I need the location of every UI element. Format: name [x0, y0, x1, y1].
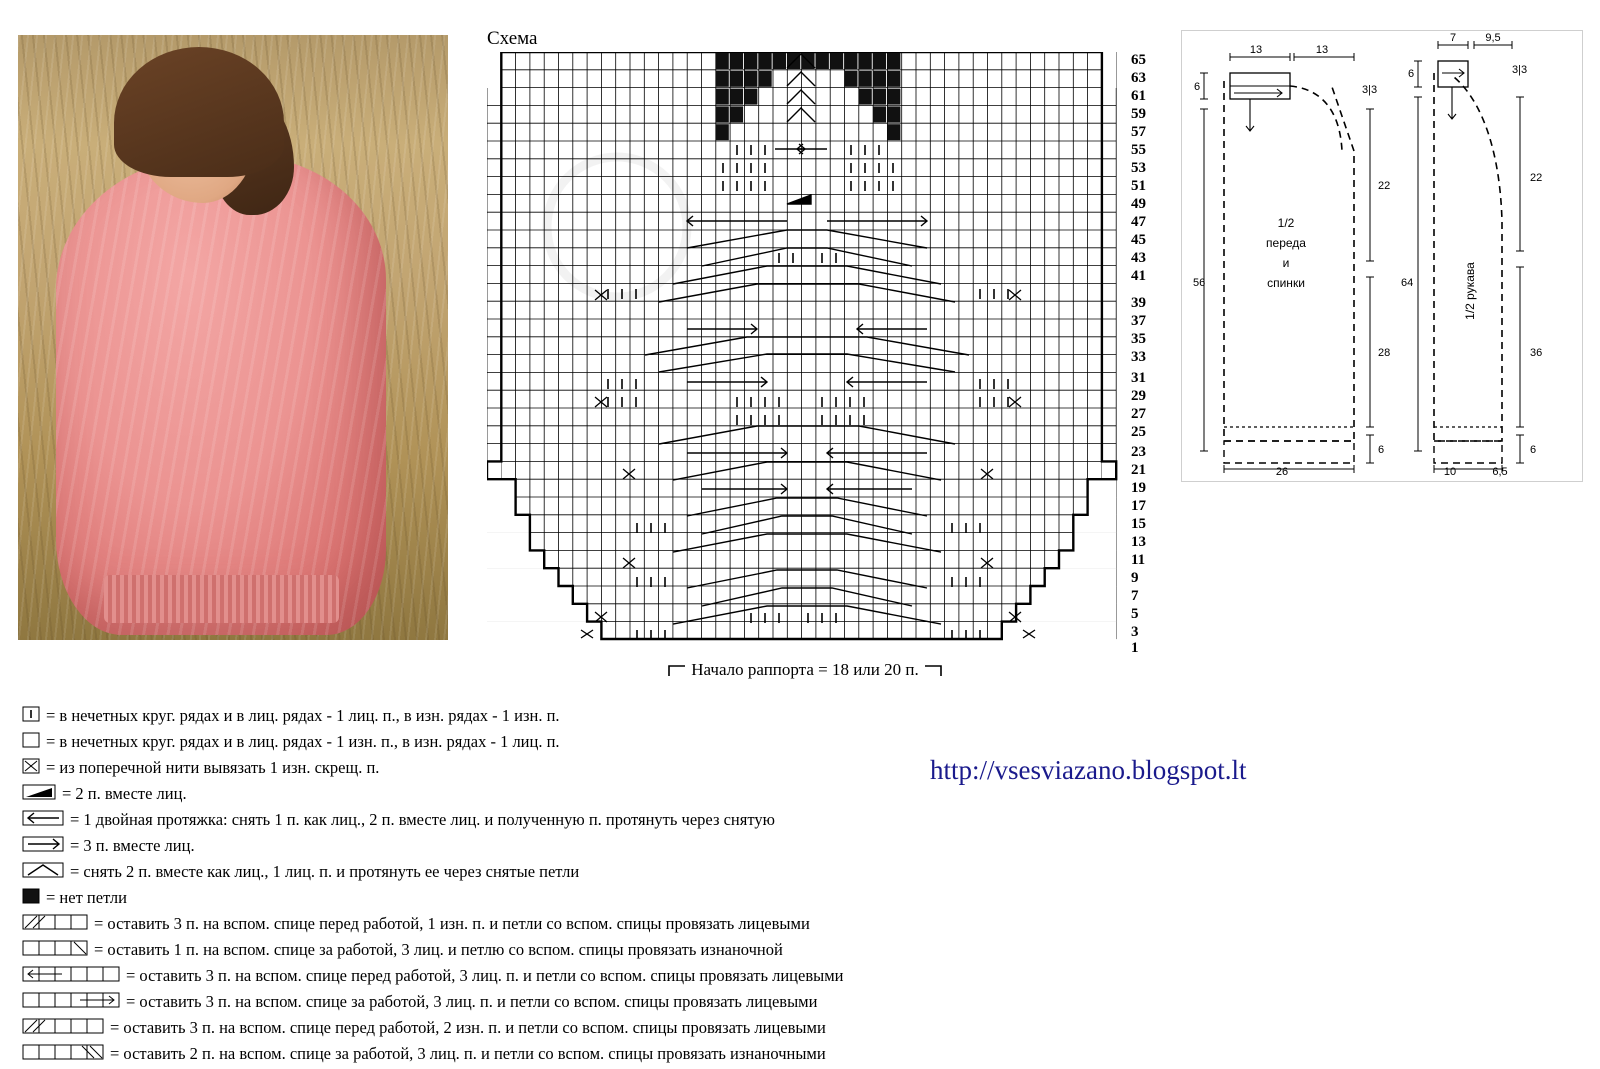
legend-text: = 1 двойная протяжка: снять 1 п. как лиц., 2 п. вместе лиц. и полученную п. протянуть через снятую [70, 810, 775, 829]
legend-text: = оставить 3 п. на вспом. спице перед работой, 1 изн. п. и петли со вспом. спицы провязать лицевыми [94, 914, 810, 933]
row-number: 51 [1131, 178, 1146, 194]
dim-sleeve-64: 64 [1401, 277, 1414, 289]
legend-text: = оставить 3 п. на вспом. спице перед работой, 2 изн. п. и петли со вспом. спицы провязать лицевыми [110, 1018, 826, 1037]
no-stitch-icon [22, 887, 40, 910]
row-number: 65 [1131, 52, 1146, 68]
dim-sleeve-6b: 6 [1530, 444, 1537, 456]
row-number: 57 [1131, 124, 1146, 140]
sweater-hem-ribbing [104, 575, 339, 623]
legend-item [22, 939, 1022, 961]
legend-text: = 3 п. вместе лиц. [70, 836, 195, 855]
k2tog-icon [22, 783, 56, 806]
double-decrease-left-icon [22, 809, 64, 832]
cable-symbols [645, 54, 969, 624]
dim-sleeve-6: 6 [1408, 68, 1415, 80]
row-number: 5 [1131, 606, 1139, 622]
k3tog-icon [22, 835, 64, 858]
legend-item [22, 991, 1022, 1013]
dim-22a: 22 [1378, 180, 1391, 192]
rapport-text: Начало раппорта = 18 или 20 п. [691, 660, 919, 679]
row-number: 45 [1131, 232, 1146, 248]
blog-url[interactable]: http://vsesviazano.blogspot.lt [930, 755, 1247, 785]
legend [22, 705, 1022, 1069]
row-number: 59 [1131, 106, 1146, 122]
legend-item [22, 809, 1022, 831]
cable-3back-k3-icon [22, 991, 120, 1014]
legend-item [22, 835, 1022, 857]
row-number: 33 [1131, 349, 1146, 365]
legend-item [22, 731, 1022, 753]
purl-bar-symbols [608, 145, 1008, 638]
row-number: 15 [1131, 516, 1146, 532]
sleeve-label: 1/2 рукава [1463, 262, 1477, 320]
legend-item [22, 861, 1022, 883]
row-number: 27 [1131, 406, 1146, 422]
dim-6b: 6 [1378, 444, 1385, 456]
schematic-svg [1182, 31, 1580, 479]
cable-2back-k3-icon [22, 1043, 104, 1066]
legend-text: = нет петли [46, 888, 127, 907]
sweater-body [56, 155, 386, 635]
fb-label-2: переда [1266, 236, 1306, 250]
legend-text: = в нечетных круг. рядах и в лиц. рядах - 1 изн. п., в изн. рядах - 1 лиц. п. [46, 732, 560, 751]
dim-top-13b: 13 [1315, 44, 1329, 56]
legend-text: = из поперечной нити вывязать 1 изн. скрещ. п. [46, 758, 380, 777]
dim-left-6: 6 [1194, 81, 1201, 93]
legend-item [22, 1043, 1022, 1065]
dim-sleeve-36: 36 [1530, 347, 1543, 359]
row-number: 11 [1131, 552, 1146, 568]
fb-label-4: спинки [1267, 276, 1305, 290]
legend-item [22, 887, 1022, 909]
row-number: 43 [1131, 250, 1146, 266]
row-number: 7 [1131, 588, 1139, 604]
legend-text: = оставить 1 п. на вспом. спице за работой, 3 лиц. и петлю со вспом. спицы провязать изнаночной [94, 940, 783, 959]
cable-3front-p2-icon [22, 1017, 104, 1040]
legend-text: = снять 2 п. вместе как лиц., 1 лиц. п. и протянуть ее через снятые петли [70, 862, 580, 881]
dim-sleeve-7: 7 [1449, 32, 1457, 44]
rapport-caption [630, 660, 980, 680]
chart-grid [487, 52, 1137, 652]
row-number: 55 [1131, 142, 1146, 158]
purl-bar-icon [22, 705, 40, 728]
row-number: 17 [1131, 498, 1146, 514]
row-number: 1 [1131, 640, 1139, 656]
dim-3-3-a: 3|3 [1362, 84, 1378, 96]
cable-3front-k3-icon [22, 965, 120, 988]
row-number: 29 [1131, 388, 1146, 404]
row-number: 31 [1131, 370, 1146, 386]
dim-top-13a: 13 [1249, 44, 1263, 56]
legend-item [22, 757, 1022, 779]
legend-text: = 2 п. вместе лиц. [62, 784, 187, 803]
row-number: 25 [1131, 424, 1146, 440]
row-number: 39 [1131, 295, 1146, 311]
row-number: 35 [1131, 331, 1146, 347]
cable-1back-k3-icon [22, 939, 88, 962]
dim-28: 28 [1378, 347, 1391, 359]
legend-item [22, 913, 1022, 935]
dim-sleeve-65: 6,5 [1492, 466, 1508, 478]
dim-left-56: 56 [1193, 277, 1206, 289]
row-number: 21 [1131, 462, 1146, 478]
row-number: 53 [1131, 160, 1146, 176]
chart-title: Схема [487, 28, 538, 49]
pink-sweater-photo [18, 35, 448, 640]
empty-cell-icon [22, 731, 40, 754]
fb-label-3: и [1282, 256, 1290, 270]
dim-sleeve-22: 22 [1530, 172, 1543, 184]
legend-item [22, 965, 1022, 987]
legend-item [22, 705, 1022, 727]
cable-3front-p1-icon [22, 913, 88, 936]
dim-sleeve-3-3: 3|3 [1512, 64, 1528, 76]
legend-text: = оставить 3 п. на вспом. спице за работой, 3 лиц. п. и петли со вспом. спицы провязать лицевыми [126, 992, 818, 1011]
legend-text: = в нечетных круг. рядах и в лиц. рядах - 1 лиц. п., в изн. рядах - 1 изн. п. [46, 706, 560, 725]
row-number: 63 [1131, 70, 1146, 86]
row-number: 19 [1131, 480, 1146, 496]
row-number: 47 [1131, 214, 1146, 230]
cross-cell-icon [22, 757, 40, 780]
row-number: 61 [1131, 88, 1146, 104]
row-number: 3 [1131, 624, 1139, 640]
dim-sleeve-10: 10 [1443, 466, 1457, 478]
legend-text: = оставить 3 п. на вспом. спице перед работой, 3 лиц. п. и петли со вспом. спицы провязать лицевыми [126, 966, 844, 985]
legend-item [22, 1017, 1022, 1039]
dim-bottom-26: 26 [1275, 466, 1289, 478]
row-number: 41 [1131, 268, 1146, 284]
rapport-bracket-left [667, 665, 687, 677]
garment-schematic [1181, 30, 1583, 482]
row-number: 37 [1131, 313, 1146, 329]
dim-sleeve-95: 9,5 [1485, 32, 1501, 44]
fb-label-1: 1/2 [1277, 216, 1295, 230]
knitting-chart [487, 52, 1137, 652]
row-number: 49 [1131, 196, 1146, 212]
row-number: 13 [1131, 534, 1146, 550]
row-number: 9 [1131, 570, 1139, 586]
legend-text: = оставить 2 п. на вспом. спице за работой, 3 лиц. п. и петли со вспом. спицы провязать изнаночными [110, 1044, 826, 1063]
rapport-bracket-right [923, 665, 943, 677]
row-number: 23 [1131, 444, 1146, 460]
legend-item [22, 783, 1022, 805]
slip2-k1-psso-icon [22, 861, 64, 884]
